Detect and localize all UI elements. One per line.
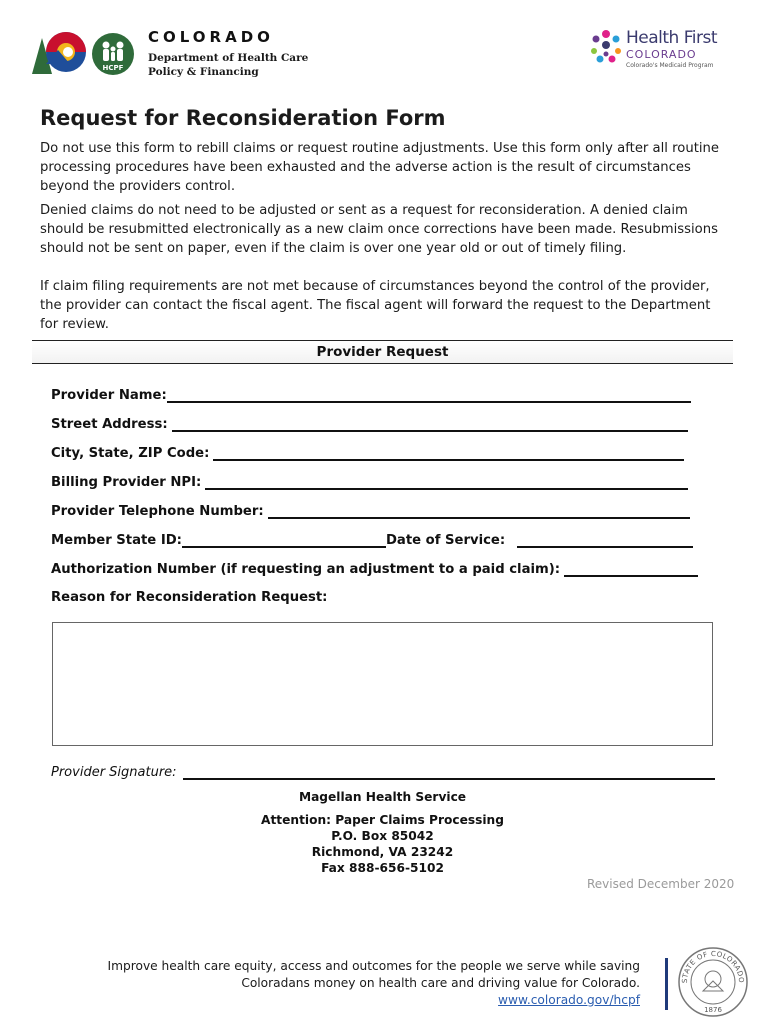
street-address-row (51, 416, 688, 432)
hcpf-badge-text: HCPF (102, 64, 124, 72)
svg-text:STATE OF COLORADO (681, 950, 745, 983)
telephone-row (51, 503, 690, 519)
mailing-attention: Attention: Paper Claims Processing (261, 813, 504, 827)
colorado-wordmark: COLORADO (148, 28, 274, 46)
city-state-zip-label: City, State, ZIP Code: (51, 446, 210, 461)
seal-text: STATE OF COLORADO (680, 949, 746, 984)
authorization-row (51, 561, 698, 577)
billing-npi-row (51, 474, 688, 490)
provider-name-input[interactable] (167, 387, 691, 403)
signature-input[interactable] (183, 764, 715, 780)
department-line-2: Policy & Financing (148, 66, 259, 78)
street-address-input[interactable] (172, 416, 688, 432)
street-address-label: Street Address: (51, 417, 168, 432)
member-id-input[interactable] (182, 532, 386, 548)
department-line-1: Department of Health Care (148, 52, 309, 64)
reason-row (51, 590, 327, 605)
mailing-po-box: P.O. Box 85042 (331, 829, 434, 843)
intro-paragraph-1: Do not use this form to rebill claims or request routine adjustments. Use this form only after all routine processing procedures have been exhausted and the adverse action is the result of circumstances beyond the providers control. (40, 141, 720, 194)
intro-paragraph-2: Denied claims do not need to be adjusted or sent as a request for reconsideration. A denied claim should be resubmitted electronically as a new claim once corrections have been made. Resubmissions should not be sent on paper, even if the claim is over one year old or out of timely filing. (40, 203, 718, 256)
health-first-colorado: COLORADO (626, 48, 697, 61)
provider-name-row (51, 387, 691, 403)
telephone-input[interactable] (268, 503, 690, 519)
mailing-fax: Fax 888-656-5102 (321, 861, 444, 875)
date-of-service-input[interactable] (517, 532, 693, 548)
footer-line-1: Improve health care equity, access and outcomes for the people we serve while saving (107, 959, 640, 973)
footer-mission (108, 958, 640, 1009)
colorado-logo (32, 30, 88, 76)
authorization-label: Authorization Number (if requesting an adjustment to a paid claim): (51, 562, 561, 577)
state-seal-icon (677, 945, 749, 1019)
footer-link[interactable]: www.colorado.gov/hcpf (498, 993, 640, 1007)
signature-row (51, 764, 715, 780)
billing-npi-label: Billing Provider NPI: (51, 475, 202, 490)
hcpf-logo (91, 32, 135, 76)
seal-year: 1876 (704, 1006, 722, 1014)
health-first-subtitle: Colorado's Medicaid Program (626, 62, 714, 69)
city-state-zip-input[interactable] (213, 445, 684, 461)
authorization-input[interactable] (564, 561, 698, 577)
intro-paragraph-3: If claim filing requirements are not met because of circumstances beyond the control of the provider, the provider can contact the fiscal agent. The fiscal agent will forward the request to the Department for review. (40, 279, 711, 332)
reason-label: Reason for Reconsideration Request: (51, 590, 328, 605)
footer-line-2: Coloradans money on health care and driving value for Colorado. (241, 976, 640, 990)
telephone-label: Provider Telephone Number: (51, 504, 264, 519)
member-id-row (51, 532, 693, 548)
footer-divider (665, 958, 668, 1010)
revised-date: Revised December 2020 (587, 877, 735, 891)
mailing-name: Magellan Health Service (298, 790, 467, 804)
signature-label: Provider Signature: (51, 765, 177, 780)
section-header-provider-request: Provider Request (32, 340, 733, 364)
date-of-service-label: Date of Service: (385, 533, 506, 548)
department-name (148, 51, 308, 79)
form-title: Request for Reconsideration Form (40, 106, 446, 130)
member-id-label: Member State ID: (51, 533, 182, 548)
health-first-title: Health First (626, 28, 718, 48)
city-state-zip-row (51, 445, 684, 461)
provider-name-label: Provider Name: (51, 388, 167, 403)
billing-npi-input[interactable] (205, 474, 688, 490)
mailing-city: Richmond, VA 23242 (311, 845, 454, 859)
reason-textarea[interactable] (52, 622, 713, 746)
health-first-icon (588, 29, 624, 67)
